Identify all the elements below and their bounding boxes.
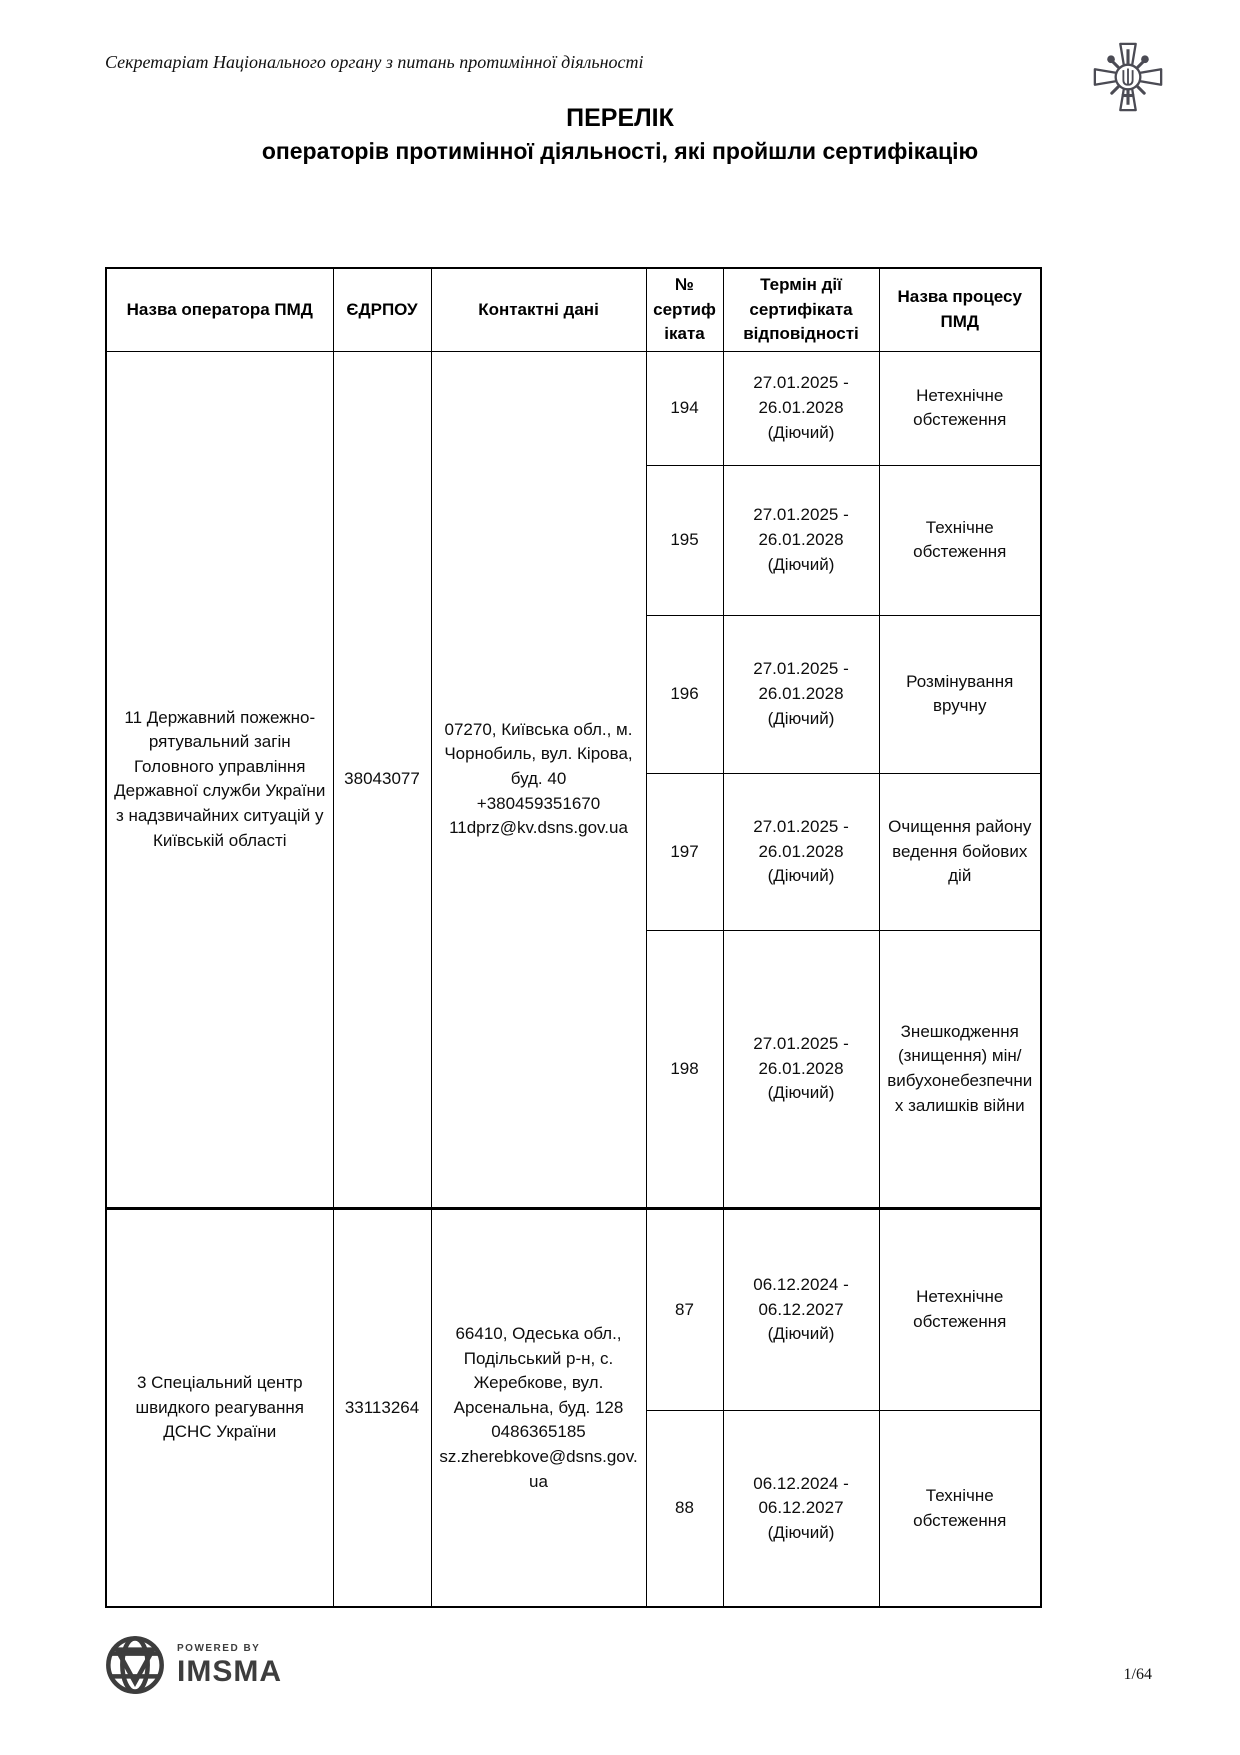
cert-process-cell: Очищення району ведення бойових дій bbox=[879, 773, 1041, 930]
cert-validity-cell: 27.01.2025 - 26.01.2028 (Діючий) bbox=[723, 615, 879, 773]
col-header-contacts: Контактні дані bbox=[431, 268, 646, 351]
cert-number-cell: 197 bbox=[646, 773, 723, 930]
operator-name-cell: 3 Спеціальний центр швидкого реагування ДСНС України bbox=[106, 1208, 333, 1607]
contact-address: 07270, Київська обл., м. Чорнобиль, вул. Кірова, буд. 40 bbox=[444, 719, 633, 789]
cert-number-cell: 88 bbox=[646, 1410, 723, 1607]
cert-number-cell: 198 bbox=[646, 930, 723, 1208]
col-header-process-name: Назва процесу ПМД bbox=[879, 268, 1041, 351]
cert-process-cell: Нетехнічне обстеження bbox=[879, 351, 1041, 465]
cert-process-cell: Технічне обстеження bbox=[879, 1410, 1041, 1607]
cert-validity-cell: 27.01.2025 - 26.01.2028 (Діючий) bbox=[723, 351, 879, 465]
powered-by-label: POWERED BY bbox=[177, 1643, 261, 1654]
col-header-edrpou: ЄДРПОУ bbox=[333, 268, 431, 351]
cert-number-cell: 196 bbox=[646, 615, 723, 773]
cert-number-cell: 87 bbox=[646, 1208, 723, 1410]
col-header-operator-name: Назва оператора ПМД bbox=[106, 268, 333, 351]
col-header-cert-number: № сертифіката bbox=[646, 268, 723, 351]
contact-address: 66410, Одеська обл., Подільський р-н, с. Жеребкове, вул. Арсенальна, буд. 128 bbox=[453, 1323, 624, 1417]
org-header-line: Секретаріат Національного органу з питань протимінної діяльності bbox=[105, 52, 644, 72]
contact-email: 11dprz@kv.dsns.gov.ua bbox=[449, 818, 628, 838]
cert-process-cell: Знешкодження (знищення) мін/вибухонебезпечних залишків війни bbox=[879, 930, 1041, 1208]
cert-validity-cell: 06.12.2024 - 06.12.2027 (Діючий) bbox=[723, 1208, 879, 1410]
edrpou-cell: 33113264 bbox=[333, 1208, 431, 1607]
contact-phone: 0486365185 bbox=[491, 1422, 586, 1442]
imsma-brand-text bbox=[177, 1642, 282, 1688]
operators-table bbox=[105, 267, 1042, 1608]
page-number: 1/64 bbox=[1123, 1666, 1152, 1683]
cert-validity-cell: 06.12.2024 - 06.12.2027 (Діючий) bbox=[723, 1410, 879, 1607]
cert-number-cell: 194 bbox=[646, 351, 723, 465]
imsma-brand-name: IMSMA bbox=[177, 1655, 282, 1688]
contact-cell bbox=[431, 351, 646, 1208]
imsma-globe-icon bbox=[103, 1633, 167, 1697]
col-header-cert-validity: Термін дії сертифіката відповідності bbox=[723, 268, 879, 351]
cert-process-cell: Нетехнічне обстеження bbox=[879, 1208, 1041, 1410]
cert-validity-cell: 27.01.2025 - 26.01.2028 (Діючий) bbox=[723, 930, 879, 1208]
cert-validity-cell: 27.01.2025 - 26.01.2028 (Діючий) bbox=[723, 465, 879, 615]
contact-phone: +380459351670 bbox=[476, 793, 601, 813]
page-title-line1: ПЕРЕЛІК bbox=[566, 104, 674, 132]
contact-cell bbox=[431, 1208, 646, 1607]
cert-process-cell: Розмінування вручну bbox=[879, 615, 1041, 773]
operator-name-cell: 11 Державний пожежно-рятувальний загін Головного управління Державної служби України з надзвичайних ситуацій у Київській області bbox=[106, 351, 333, 1208]
imsma-footer-logo bbox=[103, 1633, 282, 1697]
table-row bbox=[106, 351, 1041, 465]
edrpou-cell: 38043077 bbox=[333, 351, 431, 1208]
contact-email: sz.zherebkove@dsns.gov.ua bbox=[439, 1447, 638, 1491]
page-title bbox=[0, 101, 1240, 167]
cert-number-cell: 195 bbox=[646, 465, 723, 615]
cert-validity-cell: 27.01.2025 - 26.01.2028 (Діючий) bbox=[723, 773, 879, 930]
table-header-row bbox=[106, 268, 1041, 351]
cert-process-cell: Технічне обстеження bbox=[879, 465, 1041, 615]
page-title-line2: операторів протимінної діяльності, які пройшли сертифікацію bbox=[261, 138, 979, 164]
table-row bbox=[106, 1208, 1041, 1410]
